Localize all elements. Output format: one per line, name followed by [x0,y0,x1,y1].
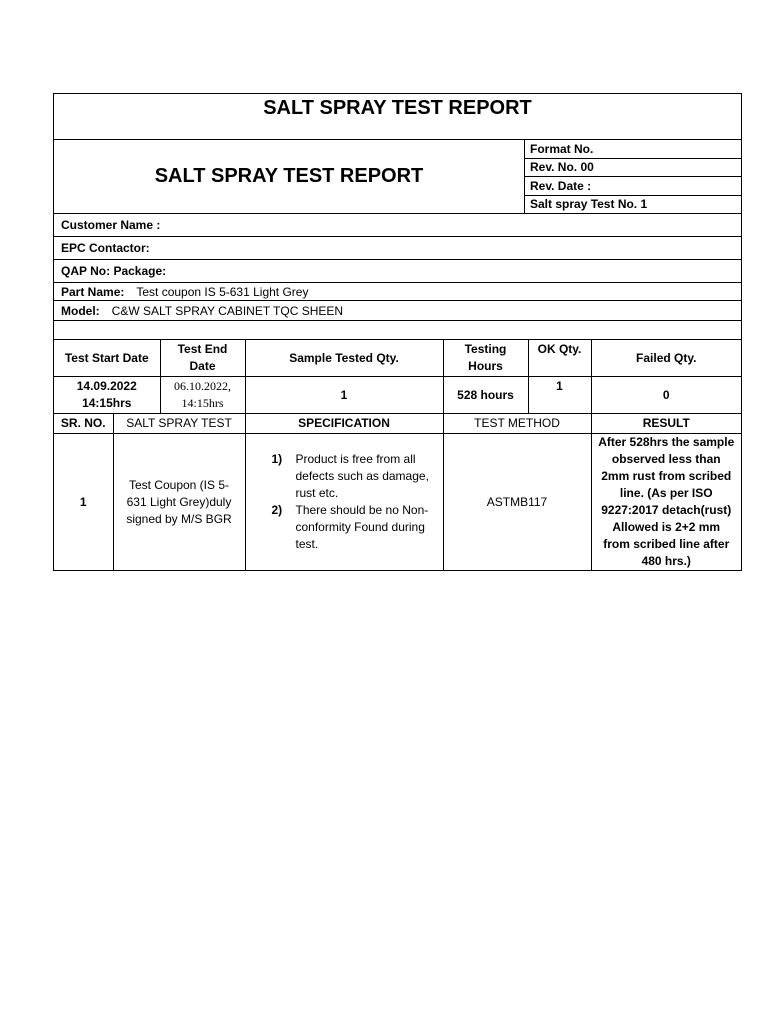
detail-row [54,434,741,571]
rev-date: Rev. Date : [525,177,741,196]
detail-table [54,413,741,570]
rev-no: Rev. No. 00 [525,159,741,178]
report-header-title: SALT SPRAY TEST REPORT [54,140,525,213]
report-header [54,140,741,214]
spec-item-number: 1) [271,452,283,466]
epc-contactor-row: EPC Contactor: [54,237,741,260]
value-test-end-date: 06.10.2022, 14:15hrs [160,377,245,414]
spec-item-text: There should be no Non-conformity Found during test. [295,503,429,551]
specification-list [272,451,437,553]
value-sample-tested-qty: 1 [245,377,443,414]
header-sr-no: SR. NO. [54,414,113,434]
detail-result: After 528hrs the sample observed less than 2mm rust from scribed line. (As per ISO 9227:2017 detach(rust) Allowed is 2+2 mm from scribed line after 480 hrs.) [591,434,741,571]
header-testing-hours: Testing Hours [443,340,528,377]
report-top-title: SALT SPRAY TEST REPORT [54,94,741,140]
part-name-value: Test coupon IS 5-631 Light Grey [136,284,309,299]
summary-table [54,340,741,413]
test-no: Salt spray Test No. 1 [530,197,648,212]
summary-value-row [54,377,741,414]
model-row [54,301,741,321]
model-value: C&W SALT SPRAY CABINET TQC SHEEN [111,303,344,318]
header-test-start-date: Test Start Date [54,340,160,377]
header-test-end-date: Test End Date [160,340,245,377]
detail-sr-no: 1 [54,434,113,571]
value-test-start-date: 14.09.2022 14:15hrs [54,377,160,414]
model-label: Model: [61,303,100,318]
part-name-row [54,283,741,301]
format-no: Format No. [525,140,741,159]
spec-item-number: 2) [271,503,283,517]
value-testing-hours: 528 hours [443,377,528,414]
detail-specification [245,434,443,571]
spec-item [272,502,437,553]
spec-item [272,451,437,502]
customer-name-row: Customer Name : [54,214,741,237]
test-report-document [53,93,742,571]
header-specification: SPECIFICATION [245,414,443,434]
summary-header-row [54,340,741,377]
value-ok-qty: 1 [528,377,591,414]
header-test-method: TEST METHOD [443,414,591,434]
header-result: RESULT [591,414,741,434]
header-salt-spray-test: SALT SPRAY TEST [113,414,245,434]
detail-header-row [54,414,741,434]
report-meta [525,140,741,213]
header-failed-qty: Failed Qty. [591,340,741,377]
detail-test-item: Test Coupon (IS 5-631 Light Grey)duly signed by M/S BGR [113,434,245,571]
qap-no-row: QAP No: Package: [54,260,741,283]
spec-item-text: Product is free from all defects such as damage, rust etc. [295,452,429,500]
empty-row [54,321,741,340]
part-name-label: Part Name: [61,284,125,299]
header-sample-tested-qty: Sample Tested Qty. [245,340,443,377]
header-ok-qty: OK Qty. [528,340,591,377]
detail-test-method: ASTMB117 [443,434,591,571]
value-failed-qty: 0 [591,377,741,414]
